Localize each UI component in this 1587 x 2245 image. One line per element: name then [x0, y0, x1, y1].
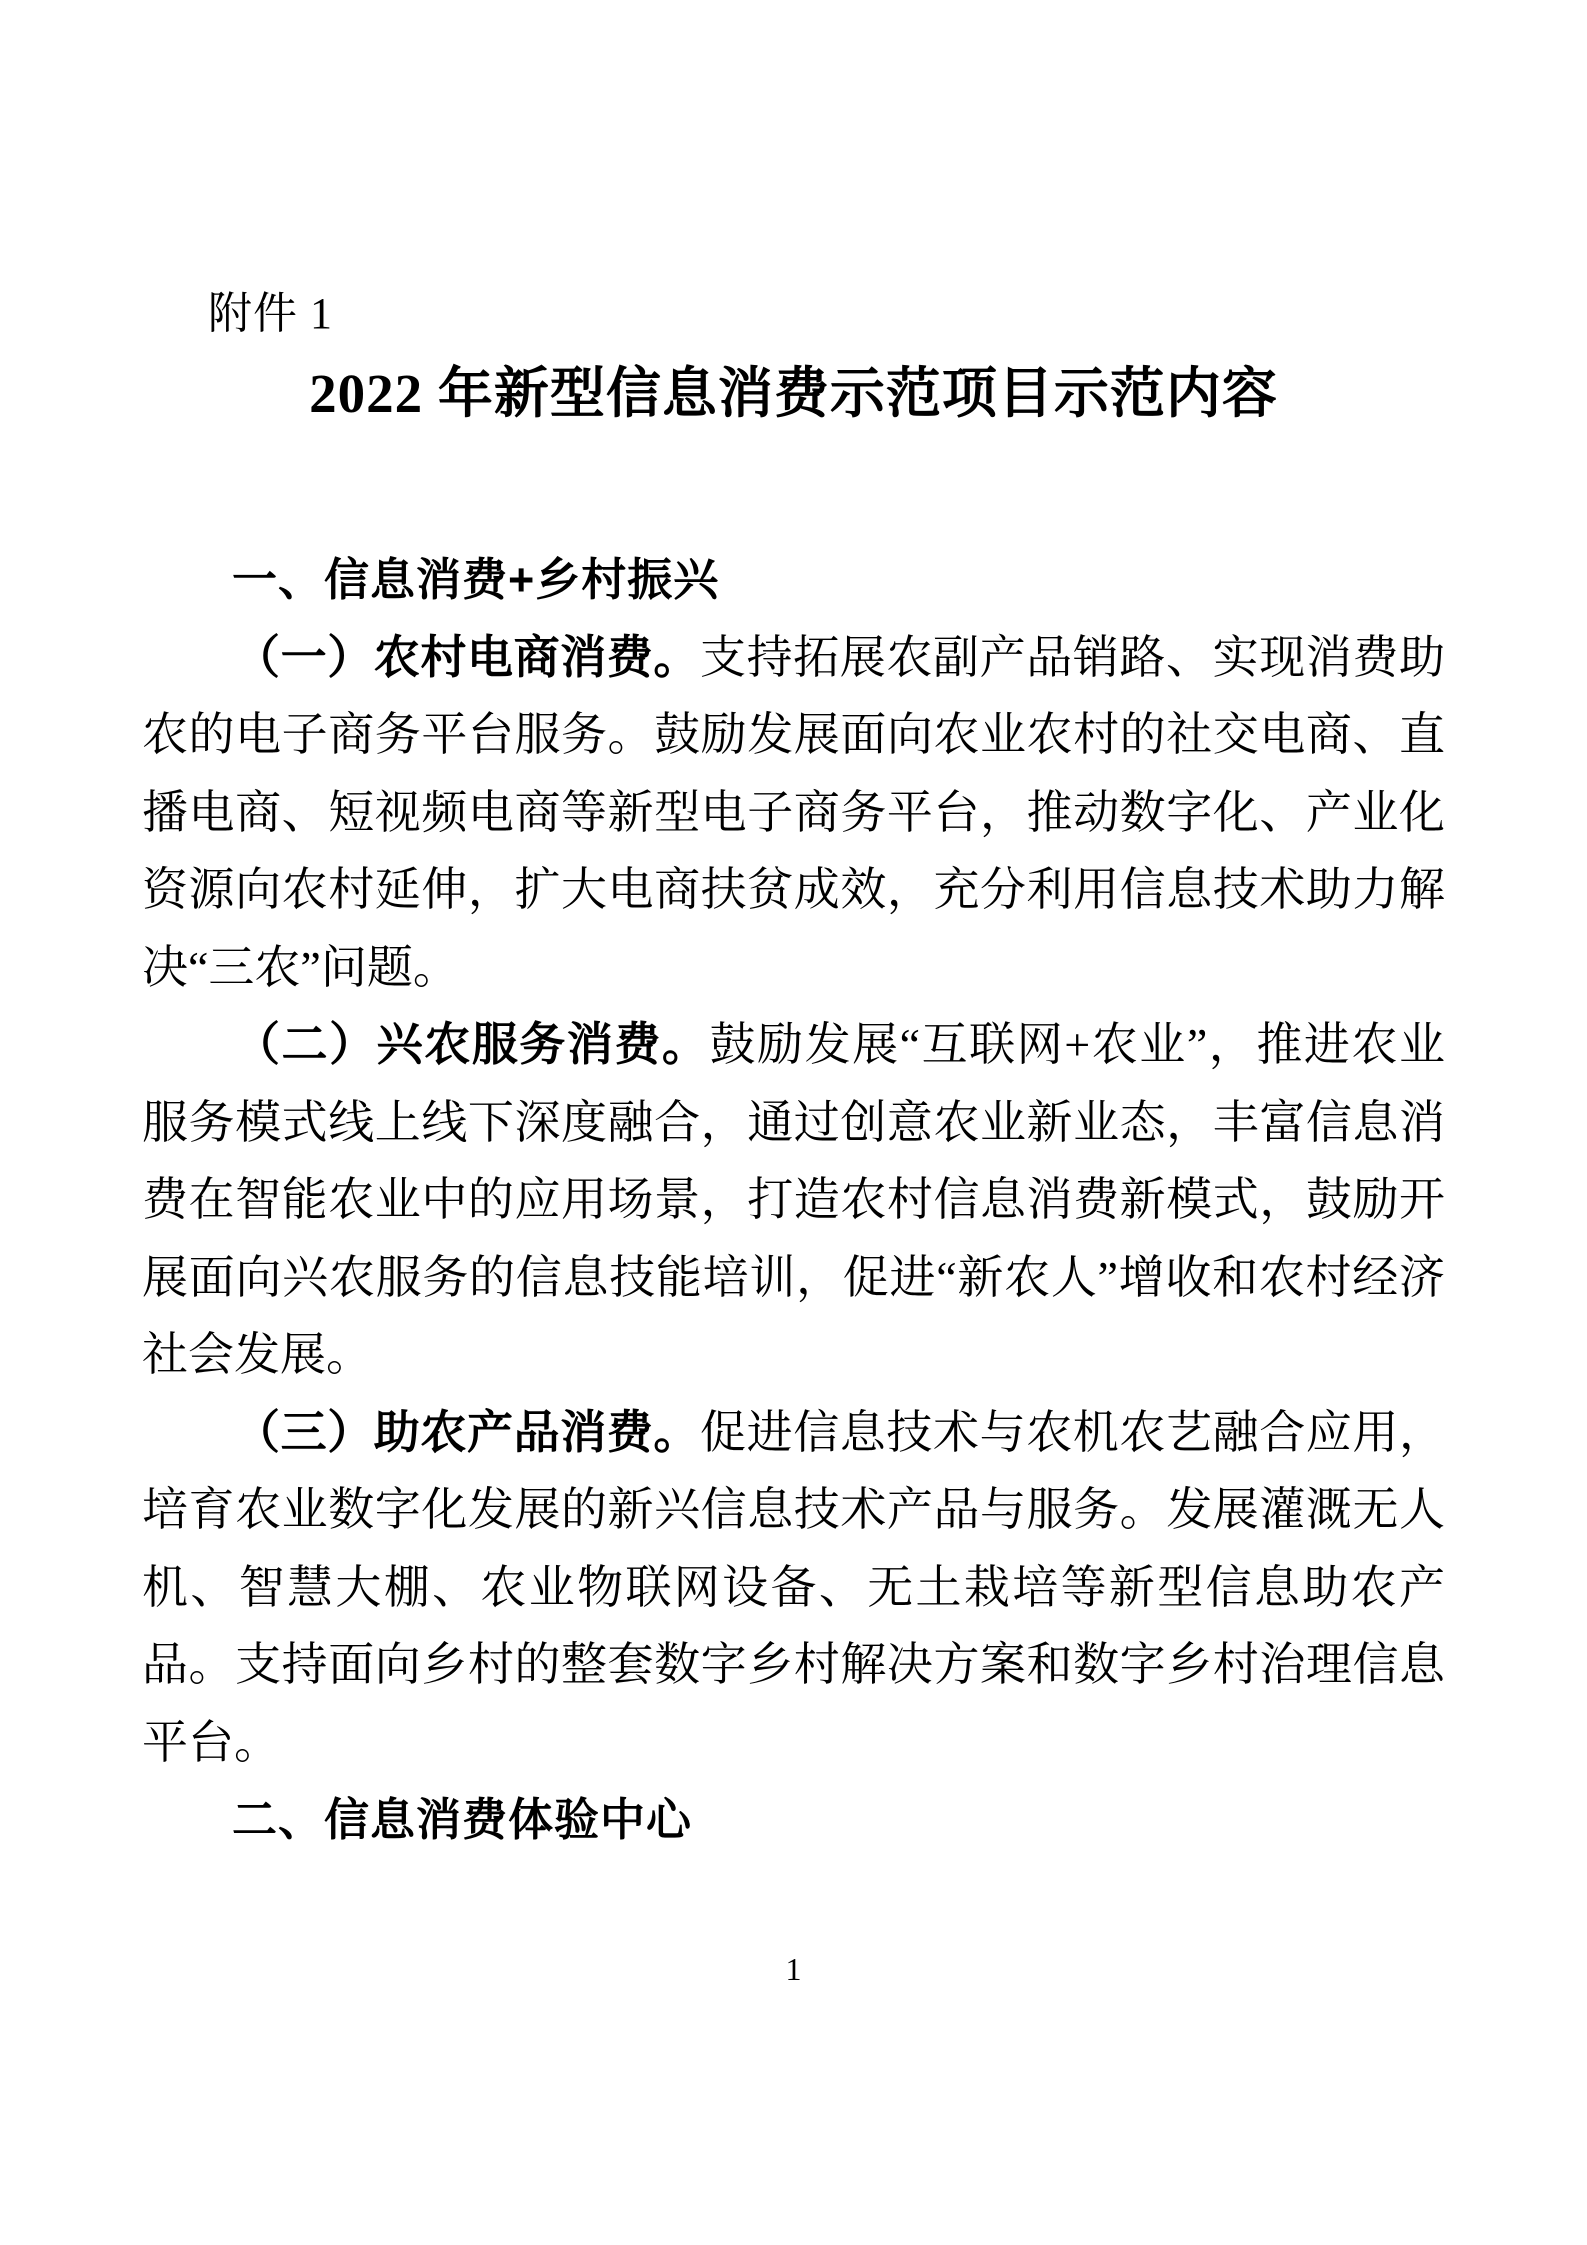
paragraph-1-text: 支持拓展农副产品销路、实现消费助农的电子商务平台服务。鼓励发展面向农业农村的社交电商、直播电商、短视频电商等新型电子商务平台，推动数字化、产业化资源向农村延伸，扩大电商扶贫成效，充分利用信息技术助力解决“三农”问题。 [142, 631, 1446, 993]
section-heading-1: 一、信息消费+乡村振兴 [232, 554, 720, 605]
paragraph-3 [142, 1394, 1445, 1782]
page-number: 1 [785, 1951, 802, 1987]
paragraph-1 [142, 619, 1445, 1007]
document-title: 2022 年新型信息消费示范项目示范内容 [309, 363, 1278, 424]
paragraph-1-lead: （一）农村电商消费。 [234, 631, 700, 683]
paragraph-2 [142, 1006, 1445, 1394]
paragraph-2-text: 鼓励发展“互联网+农业”，推进农业服务模式线上线下深度融合，通过创意农业新业态，丰富信息消费在智能农业中的应用场景，打造农村信息消费新模式，鼓励开展面向兴农服务的信息技能培训，促进“新农人”增收和农村经济社会发展。 [142, 1019, 1445, 1380]
paragraph-3-lead: （三）助农产品消费。 [234, 1406, 700, 1458]
paragraph-2-lead: （二）兴农服务消费。 [234, 1019, 710, 1070]
paragraph-3-text: 促进信息技术与农机农艺融合应用，培育农业数字化发展的新兴信息技术产品与服务。发展灌溉无人机、智慧大棚、农业物联网设备、无土栽培等新型信息助农产品。支持面向乡村的整套数字乡村解决方案和数字乡村治理信息平台。 [142, 1406, 1446, 1768]
document-body [142, 541, 1445, 1859]
attachment-label: 附件 1 [208, 289, 333, 338]
section-heading-2: 二、信息消费体验中心 [232, 1794, 693, 1845]
